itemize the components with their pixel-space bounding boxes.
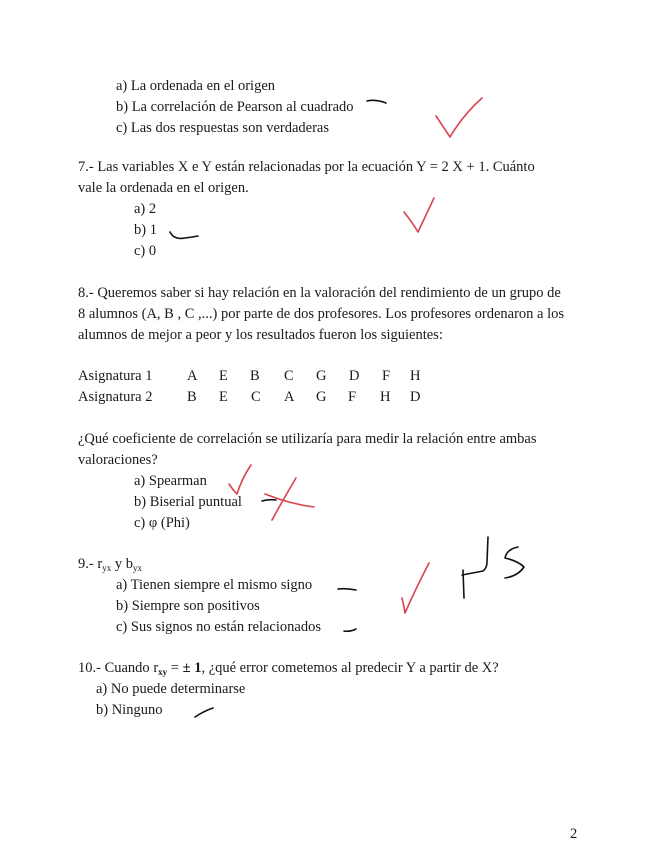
q8-question-line2: valoraciones?	[78, 452, 158, 468]
answer-dash-mark	[262, 500, 276, 501]
row1-cell: F	[382, 368, 391, 384]
q8-option-a: a) Spearman	[134, 473, 207, 489]
q9-option-a: a) Tienen siempre el mismo signo	[116, 577, 313, 593]
answer-dash-mark	[195, 708, 213, 717]
handwritten-annotation	[462, 537, 488, 575]
page-number: 2	[570, 826, 578, 842]
checkmark-icon	[402, 563, 429, 613]
q6-option-b: b) La correlación de Pearson al cuadrado	[116, 99, 354, 115]
q8-option-b: b) Biserial puntual	[134, 494, 242, 510]
q10-option-b: b) Ninguno	[96, 702, 163, 718]
checkmark-icon	[229, 465, 251, 494]
answer-dash-mark	[170, 232, 198, 238]
q9-r-subscript: yx	[102, 563, 112, 573]
row1-cell: C	[284, 368, 294, 384]
q8-option-c: c) φ (Phi)	[134, 515, 190, 531]
row2-cell: E	[219, 389, 228, 405]
q9-option-c: c) Sus signos no están relacionados	[116, 619, 321, 635]
q8-text-line2: 8 alumnos (A, B , C ,...) por parte de dos profesores. Los profesores ordenaron a los	[78, 306, 565, 322]
checkmark-icon	[436, 98, 482, 137]
q10-one: 1	[190, 660, 202, 676]
q7-text-line1: 7.- Las variables X e Y están relacionadas por la ecuación Y = 2 X + 1. Cuánto	[78, 159, 535, 175]
q9-heading	[78, 556, 142, 577]
row1-cell: H	[410, 368, 421, 384]
q8-text-line1: 8.- Queremos saber si hay relación en la valoración del rendimiento de un grupo de	[78, 285, 561, 301]
q9-b-subscript: yx	[132, 563, 142, 573]
q9-option-b: b) Siempre son positivos	[116, 598, 260, 614]
q6-option-c: c) Las dos respuestas son verdaderas	[116, 120, 329, 136]
row2-cell: B	[187, 389, 197, 405]
answer-dash-mark	[367, 100, 386, 103]
handwritten-annotation	[505, 547, 524, 578]
q10-r-subscript: xy	[158, 667, 168, 677]
row2-cell: G	[316, 389, 327, 405]
q9-b-symbol: b	[125, 556, 133, 572]
q10-heading	[78, 660, 499, 681]
answer-dash-mark	[344, 629, 356, 631]
row1-cell: A	[187, 368, 198, 384]
row2-label: Asignatura 2	[78, 389, 153, 405]
row2-cell: C	[251, 389, 261, 405]
q10-rest: , ¿qué error cometemos al predecir Y a partir de X?	[201, 660, 499, 676]
cross-mark-icon	[265, 494, 314, 507]
q7-option-b: b) 1	[134, 222, 157, 238]
q8-text-line3: alumnos de mejor a peor y los resultados fueron los siguientes:	[78, 327, 443, 343]
q6-option-a: a) La ordenada en el origen	[116, 78, 276, 94]
q9-conjunction: y	[111, 556, 126, 572]
q10-equals: =	[167, 660, 183, 676]
q10-option-a: a) No puede determinarse	[96, 681, 246, 697]
q10-prefix: 10.- Cuando	[78, 660, 154, 676]
q9-prefix: 9.-	[78, 556, 98, 572]
q8-question-line1: ¿Qué coeficiente de correlación se utilizaría para medir la relación entre ambas	[78, 431, 537, 447]
row1-cell: D	[349, 368, 360, 384]
q9-r-symbol: r	[97, 556, 103, 572]
answer-dash-mark	[338, 589, 356, 590]
row2-cell: H	[380, 389, 391, 405]
cross-mark-icon	[272, 478, 296, 520]
row1-cell: B	[250, 368, 260, 384]
q10-r-symbol: r	[153, 660, 159, 676]
row1-cell: E	[219, 368, 228, 384]
row1-label: Asignatura 1	[78, 368, 153, 384]
q10-plus-minus: ±	[182, 660, 191, 676]
q7-text-line2: vale la ordenada en el origen.	[78, 180, 249, 196]
q7-option-c: c) 0	[134, 243, 157, 259]
checkmark-icon	[404, 198, 434, 232]
handwritten-annotation	[463, 570, 464, 598]
row2-cell: D	[410, 389, 421, 405]
row2-cell: F	[348, 389, 357, 405]
row1-cell: G	[316, 368, 327, 384]
q7-option-a: a) 2	[134, 201, 157, 217]
row2-cell: A	[284, 389, 295, 405]
